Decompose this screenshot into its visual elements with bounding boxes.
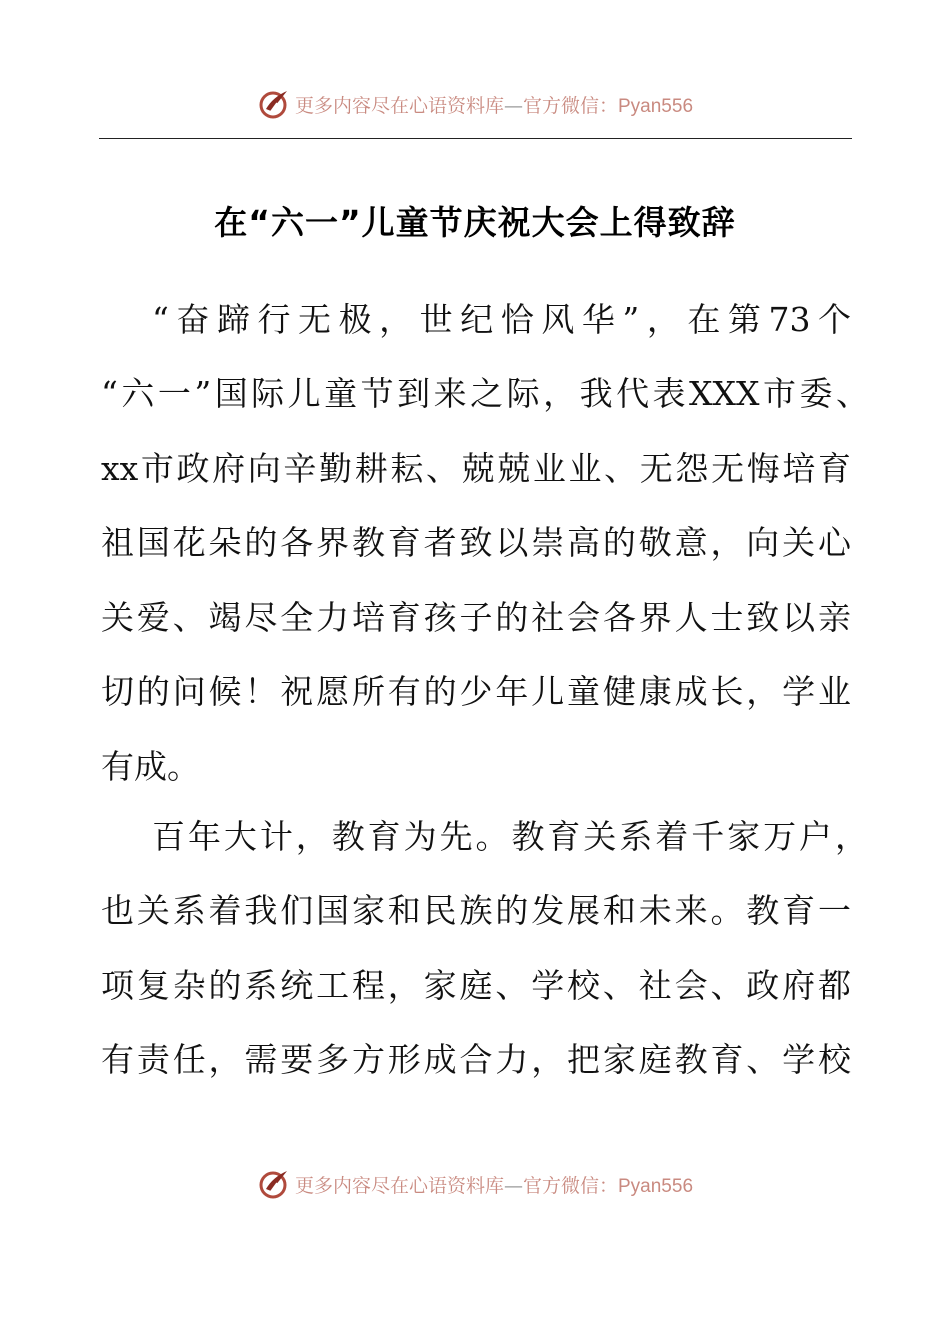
body-line-5: 关爱、竭尽全力培育孩子的社会各界人士致以亲 — [101, 598, 851, 637]
body-line-11: 有责任，需要多方形成合力，把家庭教育、学校 — [101, 1040, 851, 1079]
banner-slogan: 更多内容尽在心语资料库 — [294, 1174, 504, 1197]
banner-slogan: 更多内容尽在心语资料库 — [294, 94, 504, 117]
body-line-8: 百年大计，教育为先。教育关系着千家万户， — [152, 817, 868, 856]
body-line-4: 祖国花朵的各界教育者致以崇高的敬意，向关心 — [101, 523, 851, 562]
banner-label: 官方微信： — [522, 1174, 618, 1197]
header-rule — [99, 138, 852, 139]
body-line-6: 切的问候！祝愿所有的少年儿童健康成长，学业 — [101, 672, 851, 711]
banner-wechat-id: Pyan556 — [618, 95, 694, 117]
body-line-3: xx市政府向辛勤耕耘、兢兢业业、无怨无悔培育 — [101, 449, 851, 488]
body-line-1: “奋蹄行无极，世纪恰风华”，在第73个 — [152, 300, 851, 339]
quill-logo-icon — [257, 87, 291, 121]
body-line-10: 项复杂的系统工程，家庭、学校、社会、政府都 — [101, 966, 851, 1005]
document-title: 在“六一”儿童节庆祝大会上得致辞 — [214, 203, 736, 242]
banner-separator: — — [503, 94, 523, 117]
banner-wechat-id: Pyan556 — [618, 1175, 694, 1197]
body-line-2: “六一”国际儿童节到来之际，我代表XXX市委、 — [101, 374, 869, 413]
footer-banner — [0, 1164, 950, 1204]
body-line-7: 有成。 — [101, 747, 200, 786]
body-line-9: 也关系着我们国家和民族的发展和未来。教育一 — [101, 891, 851, 930]
banner-separator: — — [503, 1174, 523, 1197]
banner-text — [295, 91, 693, 118]
header-banner — [0, 84, 950, 124]
banner-text — [295, 1171, 693, 1198]
banner-label: 官方微信： — [522, 94, 618, 117]
quill-logo-icon — [257, 1167, 291, 1201]
